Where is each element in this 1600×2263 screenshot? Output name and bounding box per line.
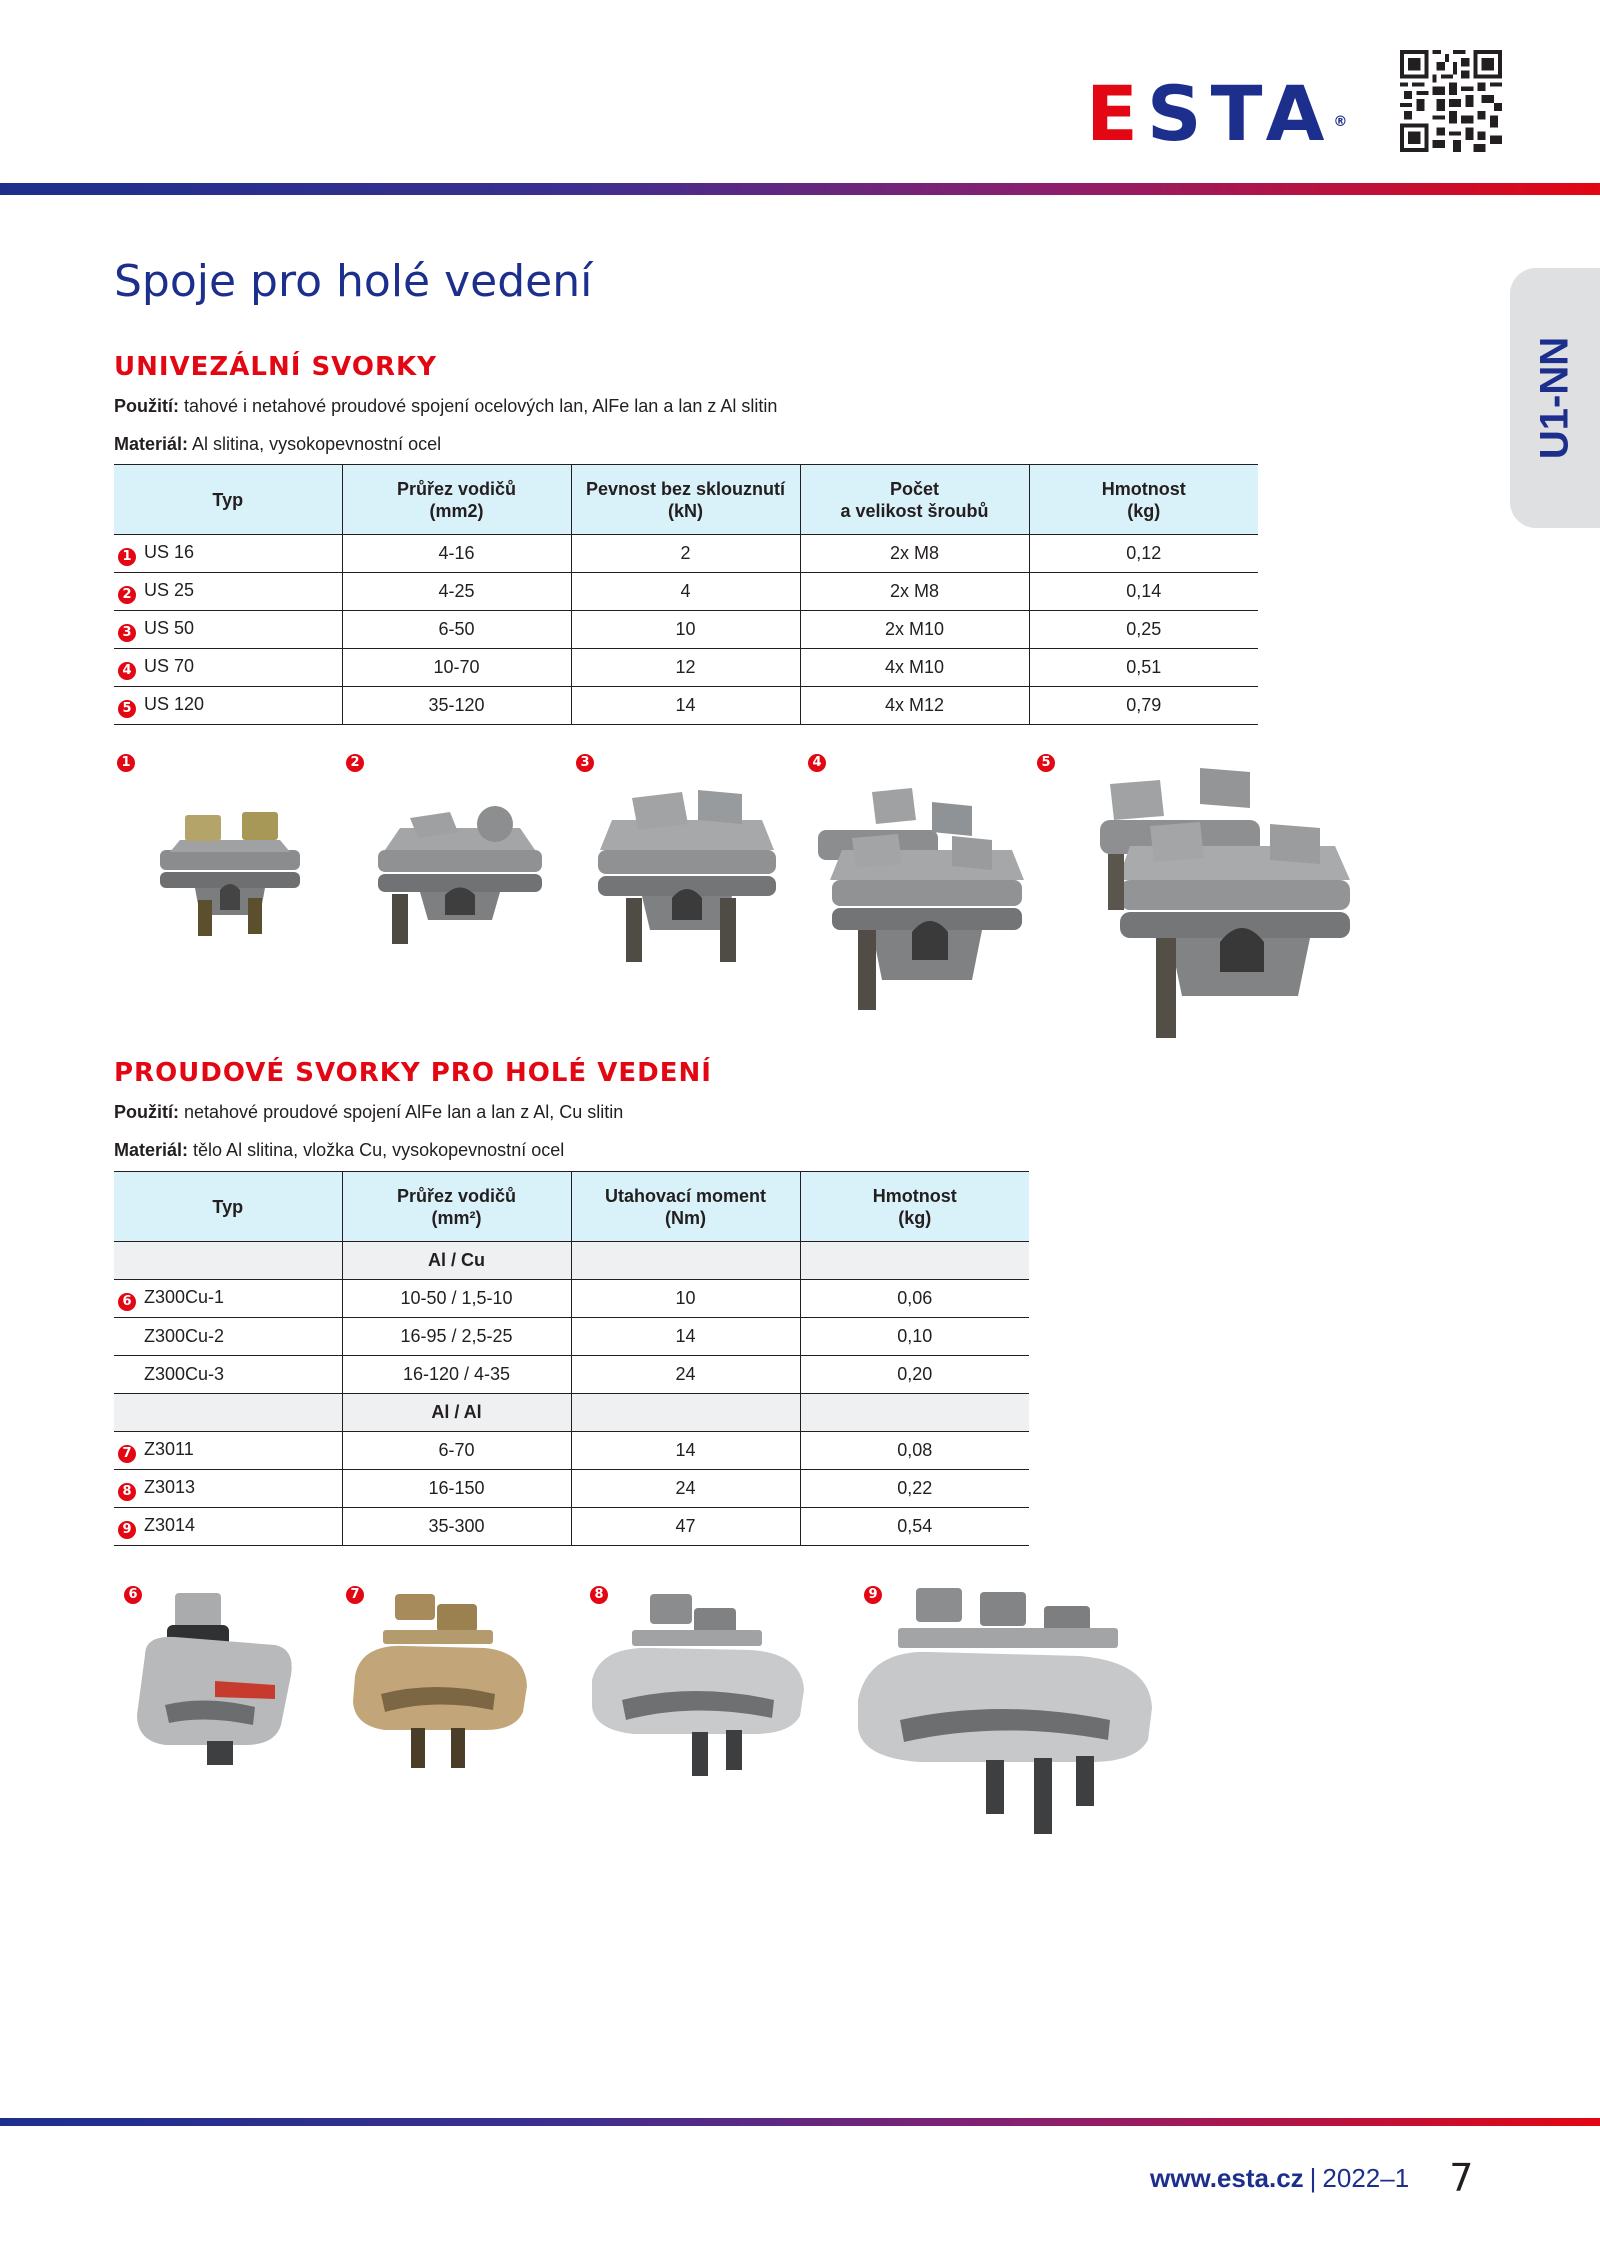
photo-marker-9: 9: [864, 1586, 882, 1604]
section1-use: [114, 396, 777, 417]
header-typ: Typ: [114, 465, 342, 535]
header-hmotnost: Hmotnost (kg): [1029, 465, 1258, 535]
header-srouby: Počet a velikost šroubů: [800, 465, 1029, 535]
clamp-z3014-photo: [850, 1580, 1160, 1850]
clamp-us50-photo: [592, 780, 782, 970]
section1-table: [114, 464, 1258, 725]
page-title: Spoje pro holé vedení: [114, 256, 593, 307]
clamp-us120-photo: [1090, 760, 1360, 1050]
footer-url[interactable]: www.esta.cz: [1150, 2163, 1304, 2193]
clamp-z3013-photo: [582, 1590, 812, 1780]
clamp-us16-photo: [150, 790, 310, 940]
clamp-z3011-photo: [345, 1590, 535, 1780]
footer-gradient-bar: [0, 2118, 1600, 2126]
footer-separator: |: [1309, 2163, 1317, 2193]
table-row: 9 Z3014 35-300 47 0,54: [114, 1508, 1029, 1546]
section2-material-label: Materiál:: [114, 1140, 189, 1160]
photo-marker-7: 7: [346, 1586, 364, 1604]
section2-table-header: [114, 1172, 1029, 1242]
section1-use-text: tahové i netahové proudové spojení ocelových lan, AlFe lan a lan z Al slitin: [179, 396, 778, 416]
section2-use-text: netahové proudové spojení AlFe lan a lan z Al, Cu slitin: [179, 1102, 624, 1122]
section1-material-text: Al slitina, vysokopevnostní ocel: [188, 434, 442, 454]
section2-table: [114, 1171, 1029, 1546]
photo-marker-4: 4: [808, 754, 826, 772]
header-prurez: Průřez vodičů (mm2): [342, 465, 571, 535]
header-prurez: Průřez vodičů (mm²): [342, 1172, 571, 1242]
table-row: 5 US 120 35-120 14 4x M12 0,79: [114, 687, 1258, 725]
group-row-alcu: Al / Cu: [114, 1242, 1029, 1280]
section1-material: [114, 434, 441, 455]
photo-marker-3: 3: [576, 754, 594, 772]
section2-material: [114, 1140, 564, 1161]
header-typ: Typ: [114, 1172, 342, 1242]
photo-marker-1: 1: [117, 754, 135, 772]
section1-use-label: Použití:: [114, 396, 179, 416]
photo-marker-5: 5: [1037, 754, 1055, 772]
side-tab-label: U1-NN: [1532, 336, 1577, 460]
photo-marker-6: 6: [124, 1586, 142, 1604]
section2-use: [114, 1102, 623, 1123]
table-row: 6 Z300Cu-1 10-50 / 1,5-10 10 0,06: [114, 1280, 1029, 1318]
header-hmotnost: Hmotnost (kg): [800, 1172, 1029, 1242]
table-row: 4 US 70 10-70 12 4x M10 0,51: [114, 649, 1258, 687]
page-number: 7: [1449, 2156, 1474, 2200]
photo-marker-8: 8: [590, 1586, 608, 1604]
clamp-z300cu-photo: [125, 1585, 300, 1775]
qr-code-icon: [1400, 50, 1502, 152]
section-side-tab: [1510, 268, 1600, 528]
footer: [1150, 2158, 1473, 2198]
table-row: 8 Z3013 16-150 24 0,22: [114, 1470, 1029, 1508]
header-pevnost: Pevnost bez sklouznutí (kN): [571, 465, 800, 535]
table-row: 3 US 50 6-50 10 2x M10 0,25: [114, 611, 1258, 649]
table-row: 2 US 25 4-25 4 2x M8 0,14: [114, 573, 1258, 611]
table-row: Z300Cu-3 16-120 / 4-35 24 0,20: [114, 1356, 1029, 1394]
table-row: 1 US 16 4-16 2 2x M8 0,12: [114, 535, 1258, 573]
table-row: Z300Cu-2 16-95 / 2,5-25 14 0,10: [114, 1318, 1029, 1356]
group-row-alal: Al / Al: [114, 1394, 1029, 1432]
esta-logo: ESTA®: [1086, 69, 1348, 158]
section2-material-text: tělo Al slitina, vložka Cu, vysokopevnostní ocel: [188, 1140, 565, 1160]
header-gradient-bar: [0, 183, 1600, 195]
header-moment: Utahovací moment (Nm): [571, 1172, 800, 1242]
section1-title: UNIVEZÁLNÍ SVORKY: [114, 352, 437, 382]
footer-version: 2022–1: [1322, 2163, 1410, 2193]
section1-material-label: Materiál:: [114, 434, 189, 454]
photo-marker-2: 2: [346, 754, 364, 772]
section1-table-header: [114, 465, 1258, 535]
clamp-us70-photo: [812, 780, 1032, 1020]
table-row: 7 Z3011 6-70 14 0,08: [114, 1432, 1029, 1470]
section2-use-label: Použití:: [114, 1102, 179, 1122]
section2-title: PROUDOVÉ SVORKY PRO HOLÉ VEDENÍ: [114, 1058, 712, 1088]
clamp-us25-photo: [370, 790, 550, 950]
